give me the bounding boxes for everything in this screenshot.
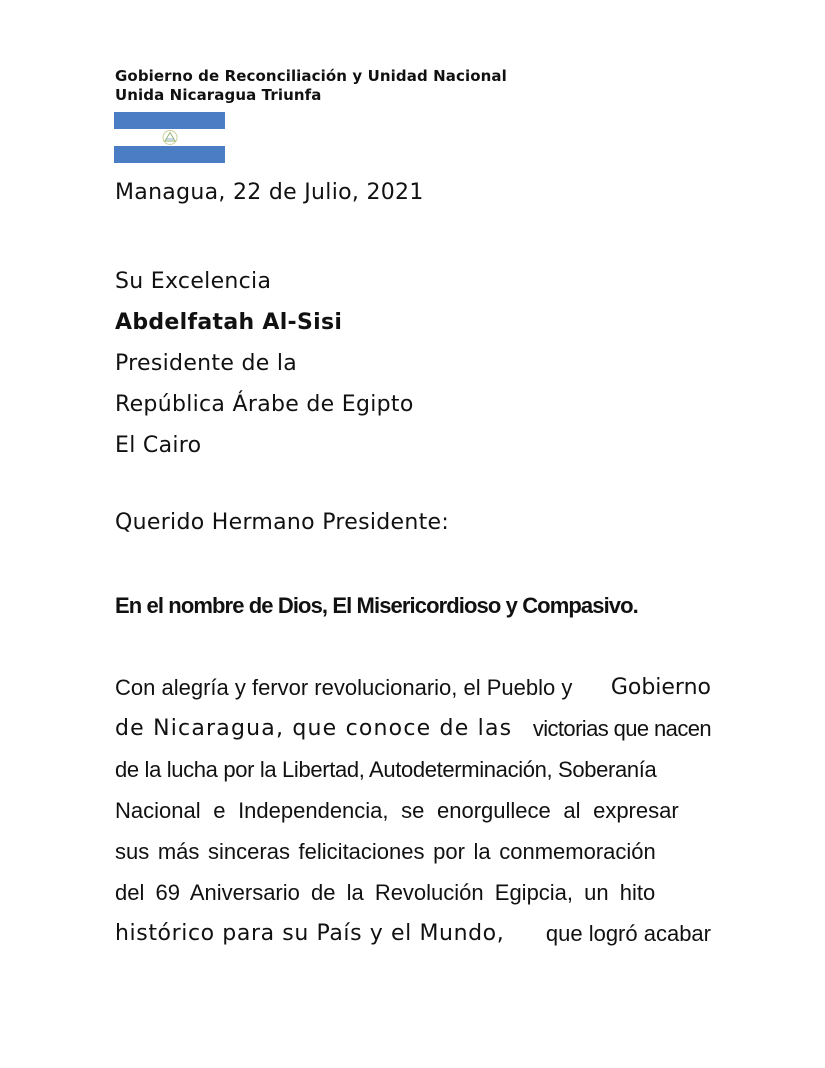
body-line-segment: Nacional e Independencia, se enorgullece al expresar [115, 798, 679, 823]
body-line-segment: victorias que nacen [532, 716, 711, 741]
letterhead-line-1: Gobierno de Reconciliación y Unidad Nacional [115, 67, 507, 85]
body-line [115, 749, 711, 790]
body-line-segment: sus más sinceras felicitaciones por la conmemoración [115, 839, 656, 864]
body-line-segment: de Nicaragua, que conoce de las [115, 716, 513, 741]
recipient-city: El Cairo [115, 433, 202, 458]
body-line [115, 831, 711, 872]
letter-date: Managua, 22 de Julio, 2021 [115, 180, 424, 205]
nicaragua-flag-icon [114, 112, 225, 163]
body-line [115, 708, 711, 749]
recipient-honorific: Su Excelencia [115, 269, 272, 294]
body-line-segment: Con alegría y fervor revolucionario, el Pueblo y [115, 675, 573, 700]
letter-body [115, 667, 711, 954]
body-line-segment: del 69 Aniversario de la Revolución Egipcia, un hito [115, 880, 656, 905]
recipient-name: Abdelfatah Al-Sisi [115, 310, 343, 335]
body-line [115, 790, 711, 831]
salutation: Querido Hermano Presidente: [115, 510, 450, 535]
recipient-country: República Árabe de Egipto [115, 392, 414, 417]
recipient-title: Presidente de la [115, 351, 298, 376]
letterhead-line-2: Unida Nicaragua Triunfa [115, 86, 322, 104]
body-line [115, 667, 711, 708]
body-line [115, 913, 711, 954]
body-line-segment: que logró acabar [545, 921, 711, 946]
body-line-segment: Gobierno [610, 675, 711, 700]
recipient-block [115, 261, 414, 466]
body-line-segment: histórico para su País y el Mundo, [115, 921, 505, 946]
letterhead [115, 67, 507, 105]
invocation-heading: En el nombre de Dios, El Misericordioso y Compasivo. [115, 593, 638, 618]
body-line-segment: de la lucha por la Libertad, Autodeterminación, Soberanía [115, 757, 657, 782]
body-line [115, 872, 711, 913]
